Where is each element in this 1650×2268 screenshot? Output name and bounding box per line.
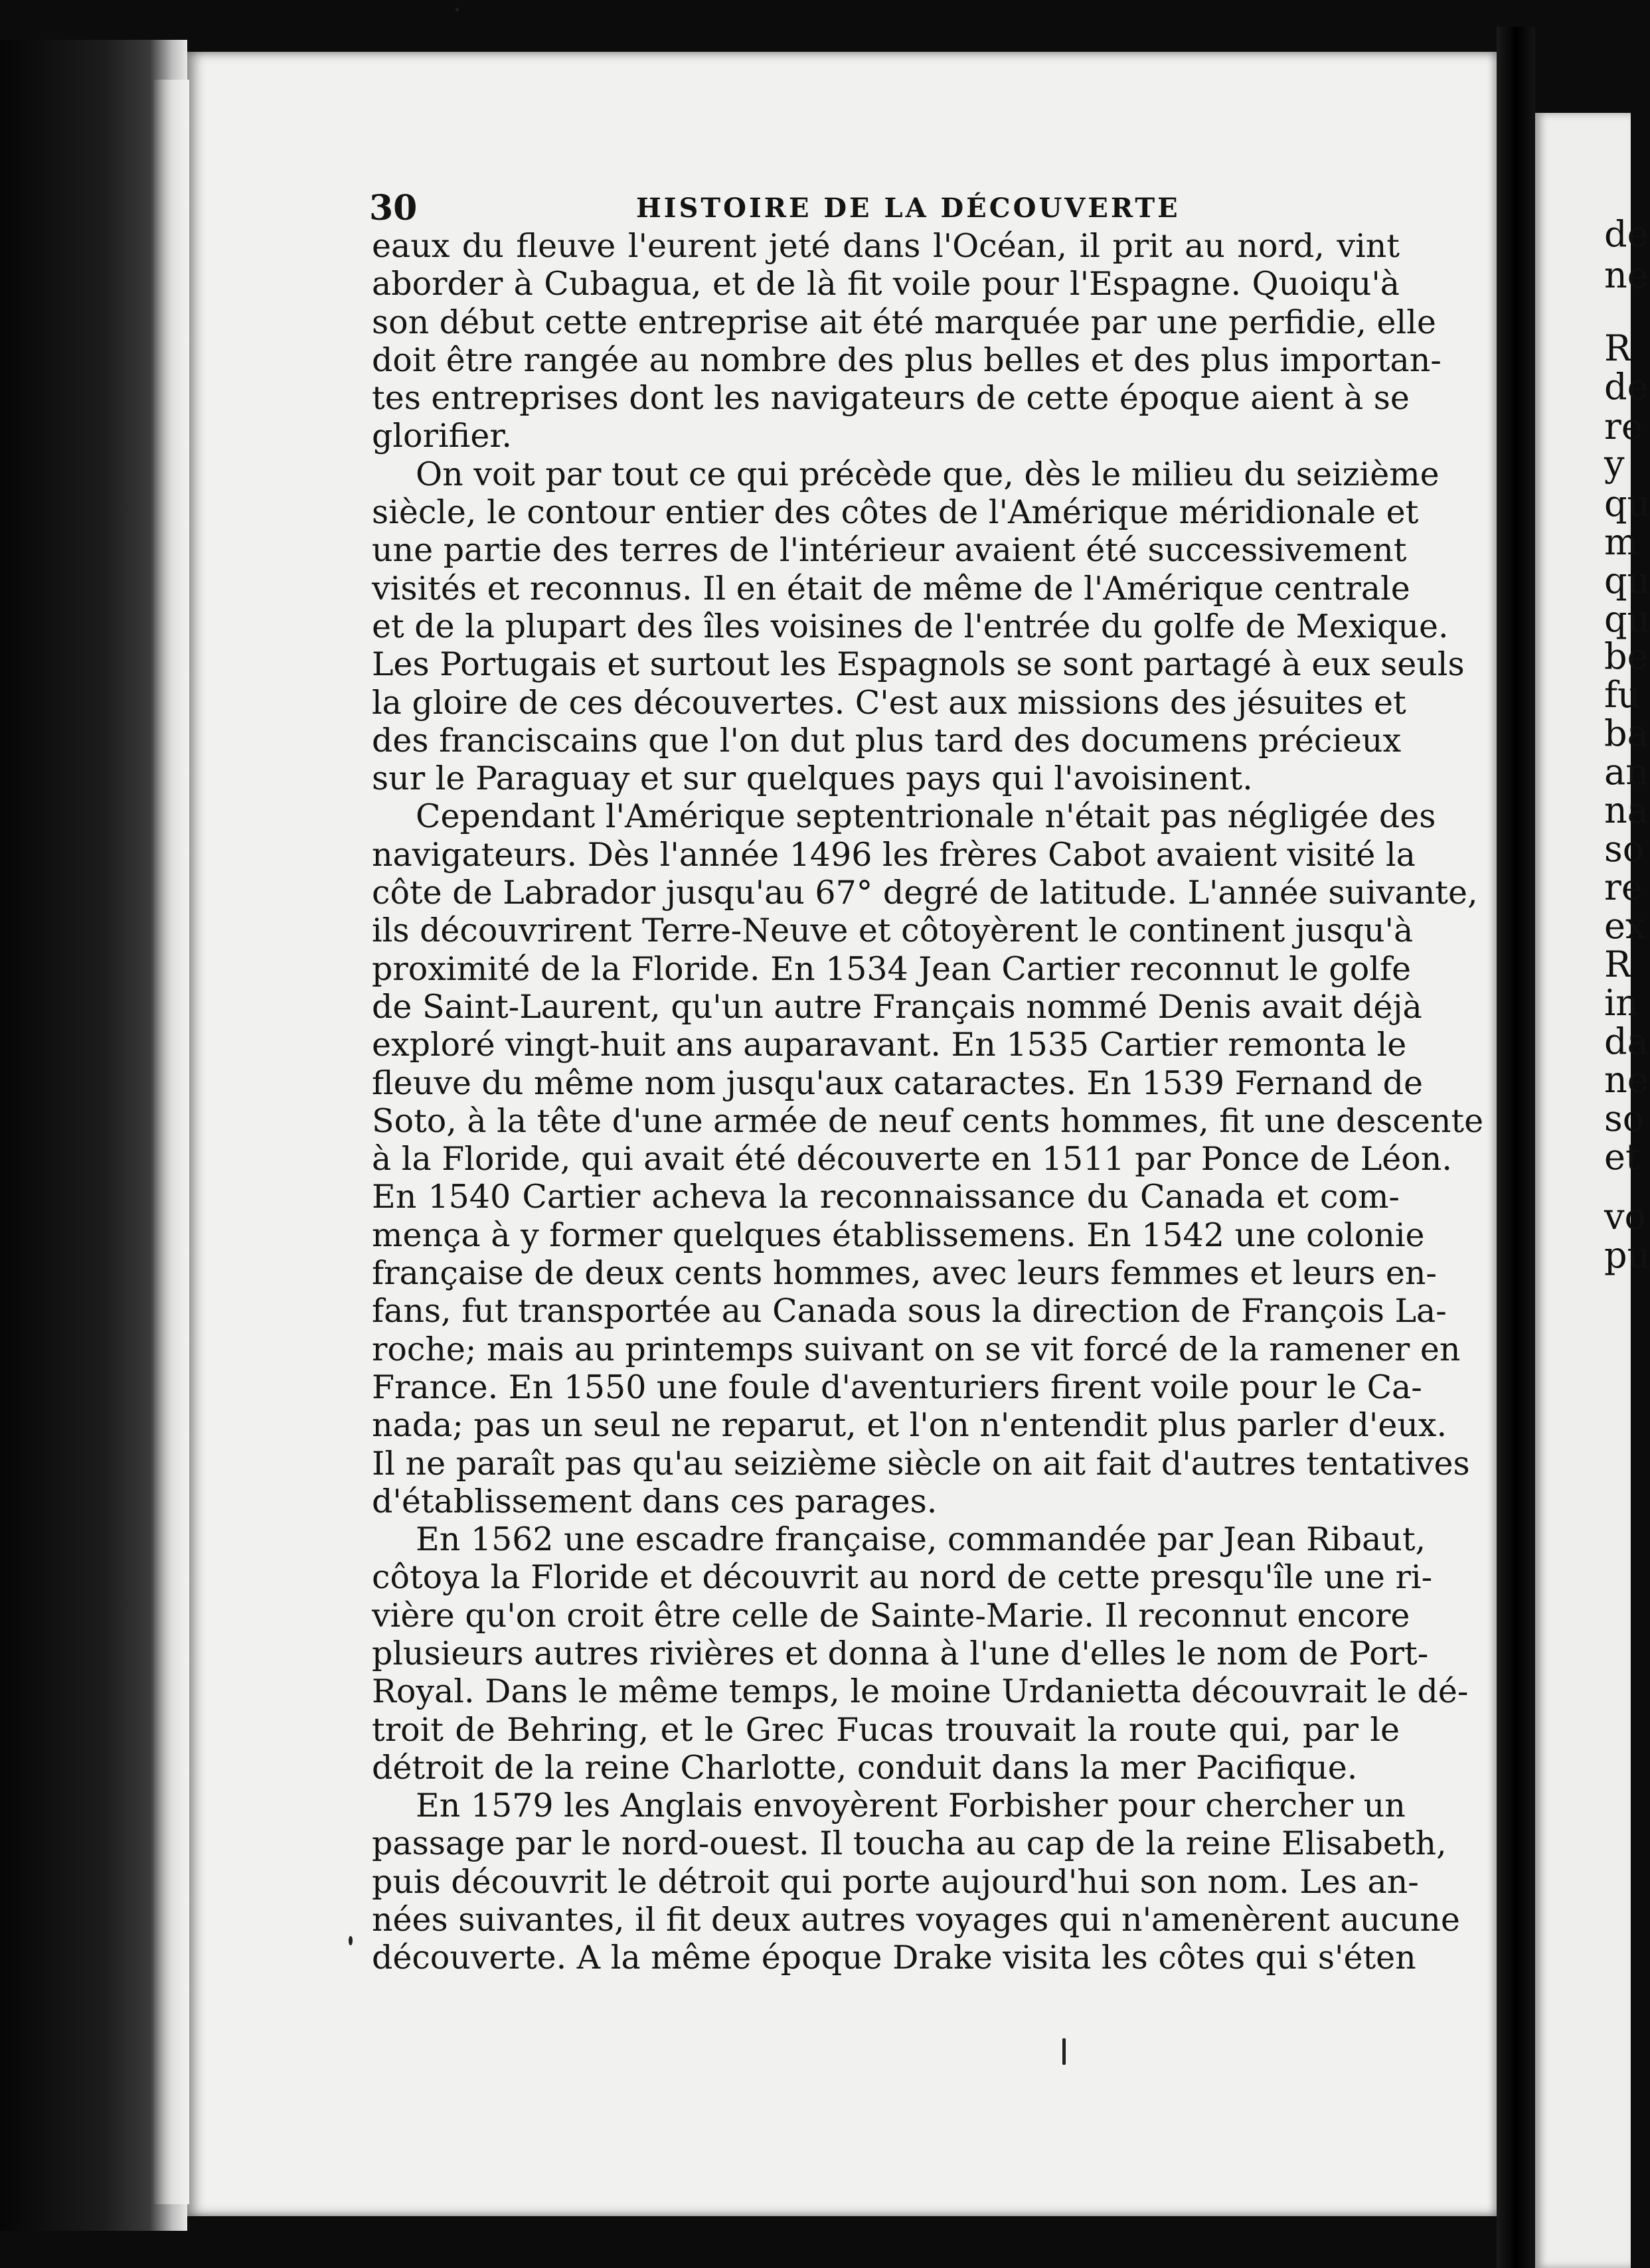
- adjacent-page-fragment: qu: [1604, 598, 1650, 640]
- text-line: tes entreprises dont les navigateurs de cette époque aient à se: [372, 379, 1410, 418]
- text-line: à la Floride, qui avait été découverte en 1511 par Ponce de Léon.: [372, 1140, 1452, 1178]
- adjacent-page-fragment: so: [1604, 1097, 1645, 1139]
- text-line: Cependant l'Amérique septentrionale n'était pas négligée des: [416, 797, 1436, 836]
- page-number: 30: [369, 188, 418, 228]
- adjacent-page-fragment: ne: [1604, 1059, 1649, 1101]
- text-line: France. En 1550 une foule d'aventuriers firent voile pour le Ca-: [372, 1368, 1422, 1406]
- text-line: puis découvrit le détroit qui porte aujourd'hui son nom. Les an-: [372, 1862, 1419, 1901]
- adjacent-page-fragment: pu: [1604, 1234, 1650, 1276]
- text-line: troit de Behring, et le Grec Fucas trouvait la route qui, par le: [372, 1710, 1400, 1749]
- text-line: son début cette entreprise ait été marquée par une perfidie, elle: [372, 303, 1436, 341]
- text-line: exploré vingt-huit ans auparavant. En 1535 Cartier remonta le: [372, 1026, 1407, 1064]
- text-line: nada; pas un seul ne reparut, et l'on n'entendit plus parler d'eux.: [372, 1406, 1447, 1445]
- text-line: eaux du fleuve l'eurent jeté dans l'Océan, il prit au nord, vint: [372, 227, 1400, 265]
- adjacent-page-fragment: da: [1604, 1020, 1649, 1062]
- text-line: siècle, le contour entier des côtes de l'Amérique méridionale et: [372, 493, 1419, 532]
- text-line: sur le Paraguay et sur quelques pays qui l'avoisinent.: [372, 760, 1253, 798]
- text-line: visités et reconnus. Il en était de même de l'Amérique centrale: [372, 569, 1410, 608]
- text-line: En 1540 Cartier acheva la reconnaissance du Canada et com-: [372, 1178, 1400, 1216]
- text-line: côte de Labrador jusqu'au 67° degré de latitude. L'année suivante,: [372, 874, 1478, 912]
- text-line: On voit par tout ce qui précède que, dès le milieu du seizième: [416, 455, 1440, 493]
- running-title: HISTOIRE DE LA DÉCOUVERTE: [636, 193, 1181, 224]
- text-line: glorifier.: [372, 417, 512, 455]
- text-line: fans, fut transportée au Canada sous la direction de François La-: [372, 1292, 1447, 1331]
- text-line: nées suivantes, il fit deux autres voyages qui n'amenèrent aucune: [372, 1901, 1460, 1939]
- text-line: d'établissement dans ces parages.: [372, 1482, 938, 1520]
- text-line: navigateurs. Dès l'année 1496 les frères Cabot avaient visité la: [372, 835, 1416, 874]
- text-line: et de la plupart des îles voisines de l'entrée du golfe de Mexique.: [372, 607, 1449, 645]
- adjacent-page-fragment: de: [1604, 213, 1649, 255]
- text-line: mença à y former quelques établissemens. En 1542 une colonie: [372, 1216, 1425, 1254]
- adjacent-page-fragment: R: [1604, 327, 1631, 369]
- text-line: Il ne paraît pas qu'au seizième siècle on ait fait d'autres tentatives: [372, 1444, 1470, 1483]
- text-line: En 1579 les Anglais envoyèrent Forbisher pour chercher un: [416, 1787, 1406, 1825]
- scan-speck: [455, 8, 459, 11]
- adjacent-page-fragment: re: [1604, 406, 1643, 447]
- scan-speck: [1062, 2038, 1066, 2065]
- text-line: En 1562 une escadre française, commandée par Jean Ribaut,: [416, 1520, 1426, 1559]
- page-gutter: [1497, 27, 1535, 2268]
- text-line: passage par le nord-ouest. Il toucha au cap de la reine Elisabeth,: [372, 1824, 1447, 1863]
- text-line: côtoya la Floride et découvrit au nord de cette presqu'île une ri-: [372, 1558, 1433, 1597]
- text-line: Soto, à la tête d'une armée de neuf cents hommes, fit une descente: [372, 1101, 1484, 1140]
- adjacent-page-fragment: qu: [1604, 560, 1650, 602]
- text-line: détroit de la reine Charlotte, conduit dans la mer Pacifique.: [372, 1748, 1358, 1787]
- body-text: [372, 227, 1484, 1977]
- text-line: vière qu'on croit être celle de Sainte-Marie. Il reconnut encore: [372, 1596, 1410, 1635]
- text-line: fleuve du même nom jusqu'aux cataractes. En 1539 Fernand de: [372, 1064, 1424, 1102]
- text-line: roche; mais au printemps suivant on se vit forcé de la ramener en: [372, 1330, 1461, 1368]
- adjacent-page-fragment: ex: [1604, 905, 1646, 947]
- text-line: doit être rangée au nombre des plus belles et des plus importan-: [372, 341, 1442, 379]
- text-line: française de deux cents hommes, avec leurs femmes et leurs en-: [372, 1254, 1437, 1293]
- adjacent-page-fragment: de: [1604, 366, 1649, 408]
- text-line: des franciscains que l'on dut plus tard des documens précieux: [372, 721, 1402, 760]
- text-line: découverte. A la même époque Drake visita les côtes qui s'éten: [372, 1939, 1416, 1977]
- adjacent-page-fragment: m: [1604, 521, 1639, 563]
- adjacent-page-fragment: fu: [1604, 674, 1641, 716]
- adjacent-page-fragment: in: [1604, 982, 1639, 1024]
- adjacent-page-fragment: qu: [1604, 483, 1650, 525]
- adjacent-page-fragment: et: [1604, 1136, 1640, 1178]
- text-line: ils découvrirent Terre-Neuve et côtoyèrent le continent jusqu'à: [372, 912, 1414, 950]
- page-edge-shadow: [153, 80, 189, 2204]
- adjacent-page-fragment: vo: [1604, 1196, 1647, 1238]
- text-line: plusieurs autres rivières et donna à l'une d'elles le nom de Port-: [372, 1634, 1429, 1672]
- adjacent-page-fragment: R: [1604, 943, 1631, 985]
- text-line: proximité de la Floride. En 1534 Jean Cartier reconnut le golfe: [372, 949, 1412, 988]
- adjacent-page-fragment: ne: [1604, 254, 1649, 296]
- adjacent-page-fragment: so: [1604, 828, 1645, 870]
- adjacent-page-fragment: an: [1604, 751, 1649, 793]
- text-line: Royal. Dans le même temps, le moine Urdanietta découvrait le dé-: [372, 1672, 1469, 1711]
- adjacent-page-fragment: na: [1604, 789, 1649, 831]
- text-line: une partie des terres de l'intérieur avaient été successivement: [372, 531, 1407, 570]
- scan-speck: [349, 1936, 353, 1945]
- adjacent-page-fragment: be: [1604, 635, 1649, 677]
- running-header: [369, 189, 1405, 228]
- text-line: aborder à Cubagua, et de là fit voile pour l'Espagne. Quoiqu'à: [372, 265, 1400, 303]
- text-line: de Saint-Laurent, qu'un autre Français nommé Denis avait déjà: [372, 987, 1422, 1026]
- adjacent-page-fragment: re: [1604, 866, 1643, 908]
- adjacent-page-fragment: ba: [1604, 712, 1649, 754]
- text-line: la gloire de ces découvertes. C'est aux missions des jésuites et: [372, 683, 1406, 722]
- adjacent-page-fragment: y: [1604, 443, 1625, 485]
- text-line: Les Portugais et surtout les Espagnols se sont partagé à eux seuls: [372, 645, 1465, 684]
